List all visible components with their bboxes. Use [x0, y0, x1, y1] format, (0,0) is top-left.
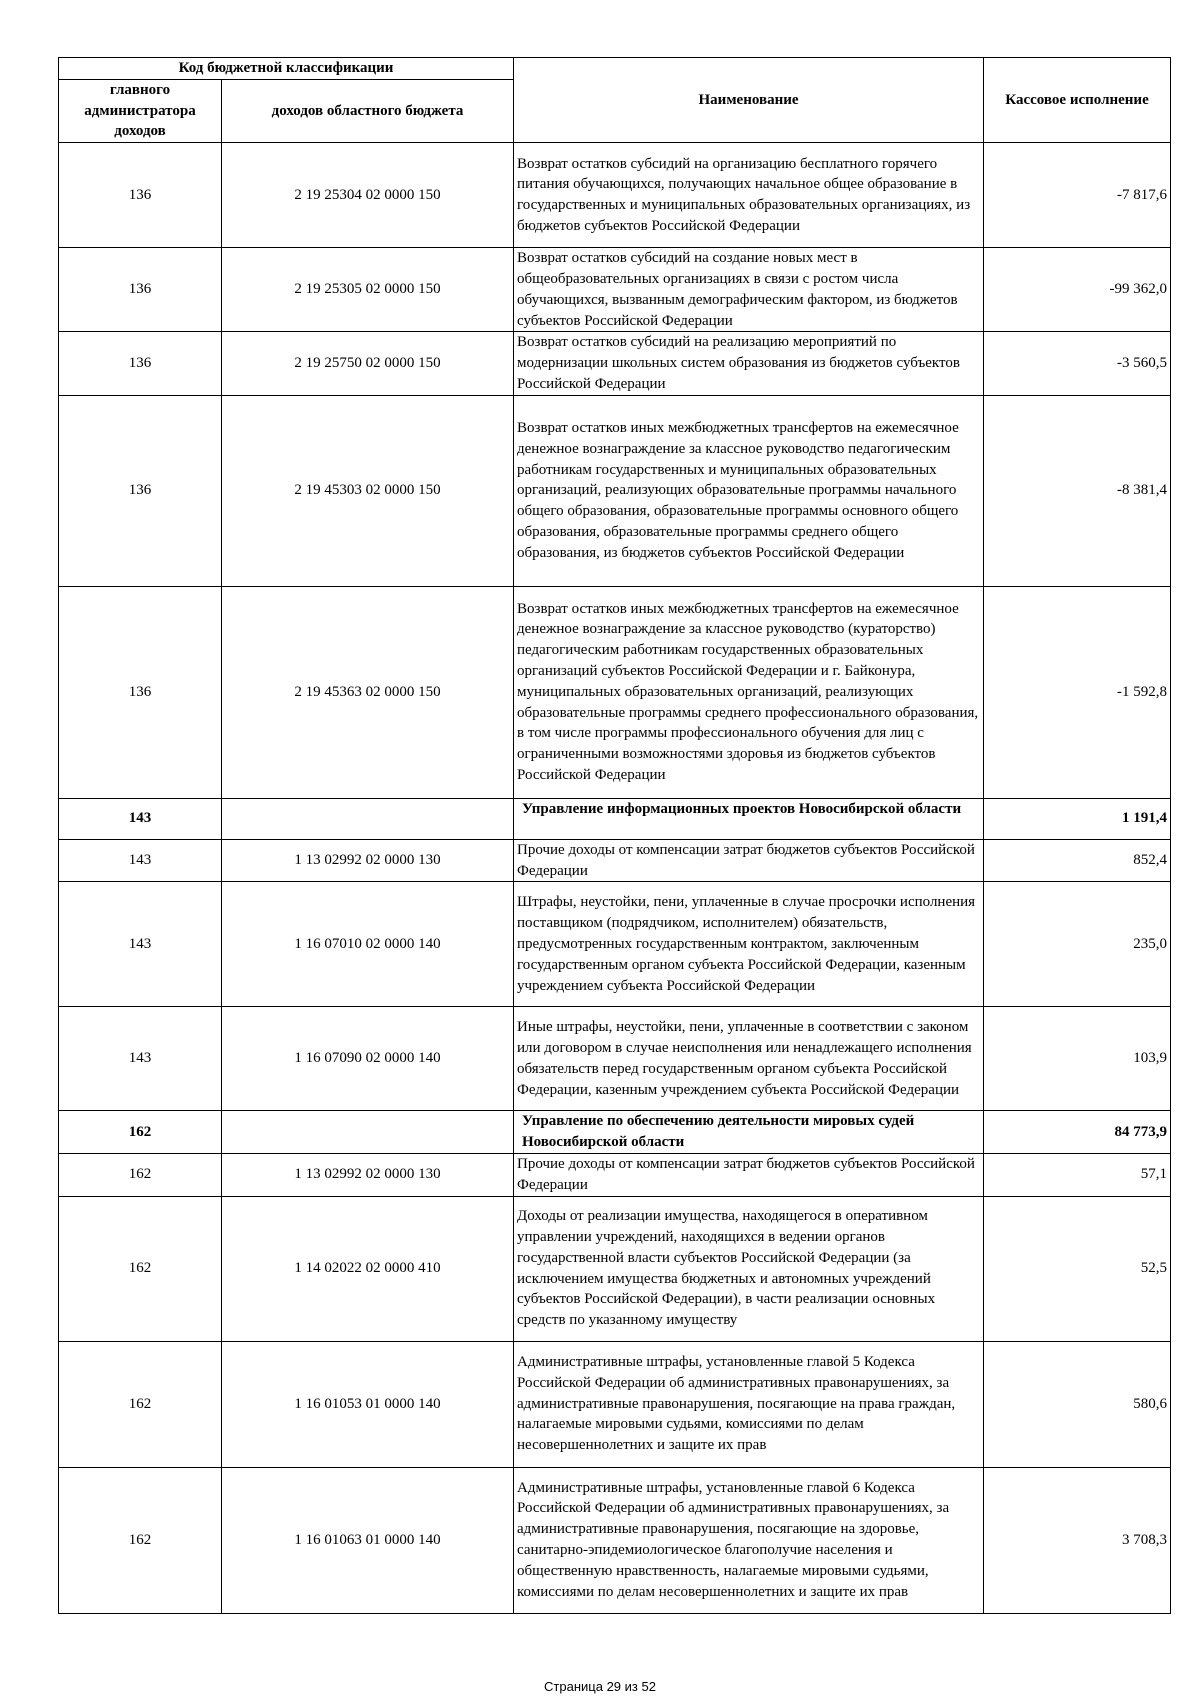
admin-code-cell: 162 [59, 1467, 222, 1613]
revenue-code-cell: 1 13 02992 02 0000 130 [222, 1153, 514, 1196]
amount-cell: 3 708,3 [984, 1467, 1171, 1613]
amount-cell: -3 560,5 [984, 332, 1171, 395]
revenue-code-cell: 2 19 25750 02 0000 150 [222, 332, 514, 395]
budget-classification-header: Код бюджетной классификации [59, 58, 514, 80]
revenue-name-cell: Возврат остатков иных межбюджетных трансфертов на ежемесячное денежное вознаграждение за классное руководство (кураторство) педагогическим работникам государственных образовательных организаций субъектов Российской Федерации и г. Байконура, муниципальных образовательных организаций, реализующих образовательные программы среднего профессионального образования, в том числе программы профессионального обучения для лиц с ограниченными возможностями здоровья из бюджетов субъектов Российской Федерации [514, 586, 984, 798]
admin-code-cell: 162 [59, 1111, 222, 1154]
amount-cell: 1 191,4 [984, 798, 1171, 839]
amount-cell: -99 362,0 [984, 248, 1171, 332]
amount-cell: 52,5 [984, 1196, 1171, 1341]
table-row [59, 839, 1171, 882]
table-row [59, 1153, 1171, 1196]
table-row [59, 143, 1171, 248]
amount-cell: -1 592,8 [984, 586, 1171, 798]
revenue-name-cell: Возврат остатков субсидий на создание новых мест в общеобразовательных организациях в связи с ростом числа обучающихся, вызванным демографическим фактором, из бюджетов субъектов Российской Федерации [514, 248, 984, 332]
amount-cell: 57,1 [984, 1153, 1171, 1196]
revenue-code-cell: 2 19 25305 02 0000 150 [222, 248, 514, 332]
revenue-code-cell: 2 19 45363 02 0000 150 [222, 586, 514, 798]
revenue-code-cell: 1 16 07010 02 0000 140 [222, 882, 514, 1007]
revenue-code-cell [222, 1111, 514, 1154]
amount-column-header: Кассовое исполнение [984, 58, 1171, 143]
revenue-name-cell: Прочие доходы от компенсации затрат бюджетов субъектов Российской Федерации [514, 1153, 984, 1196]
revenue-name-cell: Управление информационных проектов Новосибирской области [514, 798, 984, 839]
admin-code-cell: 136 [59, 143, 222, 248]
revenue-name-cell: Иные штрафы, неустойки, пени, уплаченные в соответствии с законом или договором в случае неисполнения или ненадлежащего исполнения обязательств перед государственным органом субъекта Российской Федерации, казенным учреждением субъекта Российской Федерации [514, 1007, 984, 1111]
admin-code-cell: 136 [59, 248, 222, 332]
revenue-name-cell: Административные штрафы, установленные главой 5 Кодекса Российской Федерации об административных правонарушениях, за административные правонарушения, посягающие на права граждан, налагаемые мировыми судьями, комиссиями по делам несовершеннолетних и защите их прав [514, 1341, 984, 1467]
revenue-name-cell: Возврат остатков субсидий на реализацию мероприятий по модернизации школьных систем образования из бюджетов субъектов Российской Федерации [514, 332, 984, 395]
page-number: Страница 29 из 52 [544, 1679, 656, 1694]
admin-column-header: главного администратора доходов [59, 79, 222, 142]
amount-cell: 103,9 [984, 1007, 1171, 1111]
table-body [59, 143, 1171, 1613]
revenue-name-cell: Штрафы, неустойки, пени, уплаченные в случае просрочки исполнения поставщиком (подрядчиком, исполнителем) обязательств, предусмотренных государственным контрактом, заключенным государственным органом субъекта Российской Федерации, казенным учреждением субъекта Российской Федерации [514, 882, 984, 1007]
amount-cell: 580,6 [984, 1341, 1171, 1467]
amount-cell: 852,4 [984, 839, 1171, 882]
revenue-code-cell [222, 798, 514, 839]
admin-code-cell: 143 [59, 839, 222, 882]
budget-revenue-table [58, 57, 1171, 1614]
revenue-name-cell: Возврат остатков субсидий на организацию бесплатного горячего питания обучающихся, получающих начальное общее образование в государственных и муниципальных образовательных организациях, из бюджетов субъектов Российской Федерации [514, 143, 984, 248]
table-row [59, 1341, 1171, 1467]
admin-code-cell: 162 [59, 1153, 222, 1196]
amount-cell: 84 773,9 [984, 1111, 1171, 1154]
table-row [59, 332, 1171, 395]
revenue-name-cell: Возврат остатков иных межбюджетных трансфертов на ежемесячное денежное вознаграждение за классное руководство педагогическим работникам государственных и муниципальных образовательных организаций, реализующих образовательные программы начального общего образования, образовательные программы основного общего образования, образовательные программы среднего общего образования, из бюджетов субъектов Российской Федерации [514, 395, 984, 586]
revenue-code-cell: 2 19 45303 02 0000 150 [222, 395, 514, 586]
admin-code-cell: 136 [59, 395, 222, 586]
table-row [59, 1007, 1171, 1111]
revenue-name-cell: Административные штрафы, установленные главой 6 Кодекса Российской Федерации об административных правонарушениях, за административные правонарушения, посягающие на здоровье, санитарно-эпидемиологическое благополучие населения и общественную нравственность, налагаемые мировыми судьями, комиссиями по делам несовершеннолетних и защите их прав [514, 1467, 984, 1613]
table-row [59, 1196, 1171, 1341]
revenue-name-cell: Управление по обеспечению деятельности мировых судей Новосибирской области [514, 1111, 984, 1154]
revenue-code-cell: 1 14 02022 02 0000 410 [222, 1196, 514, 1341]
table-row [59, 248, 1171, 332]
admin-code-cell: 143 [59, 1007, 222, 1111]
revenue-code-cell: 1 16 01063 01 0000 140 [222, 1467, 514, 1613]
amount-cell: 235,0 [984, 882, 1171, 1007]
revenue-code-cell: 2 19 25304 02 0000 150 [222, 143, 514, 248]
revenue-name-cell: Прочие доходы от компенсации затрат бюджетов субъектов Российской Федерации [514, 839, 984, 882]
table-row [59, 1467, 1171, 1613]
admin-code-cell: 162 [59, 1196, 222, 1341]
table-row [59, 882, 1171, 1007]
table-row [59, 395, 1171, 586]
revenue-code-cell: 1 16 07090 02 0000 140 [222, 1007, 514, 1111]
amount-cell: -8 381,4 [984, 395, 1171, 586]
name-column-header: Наименование [514, 58, 984, 143]
table-group-row [59, 1111, 1171, 1154]
admin-code-cell: 143 [59, 882, 222, 1007]
admin-code-cell: 136 [59, 332, 222, 395]
table-group-row [59, 798, 1171, 839]
admin-code-cell: 143 [59, 798, 222, 839]
admin-code-cell: 162 [59, 1341, 222, 1467]
amount-cell: -7 817,6 [984, 143, 1171, 248]
admin-code-cell: 136 [59, 586, 222, 798]
revenue-code-cell: 1 16 01053 01 0000 140 [222, 1341, 514, 1467]
code-column-header: доходов областного бюджета [222, 79, 514, 142]
table-row [59, 586, 1171, 798]
revenue-code-cell: 1 13 02992 02 0000 130 [222, 839, 514, 882]
revenue-name-cell: Доходы от реализации имущества, находящегося в оперативном управлении учреждений, находящихся в ведении органов государственной власти субъектов Российской Федерации (за исключением имущества бюджетных и автономных учреждений субъектов Российской Федерации), в части реализации основных средств по указанному имуществу [514, 1196, 984, 1341]
